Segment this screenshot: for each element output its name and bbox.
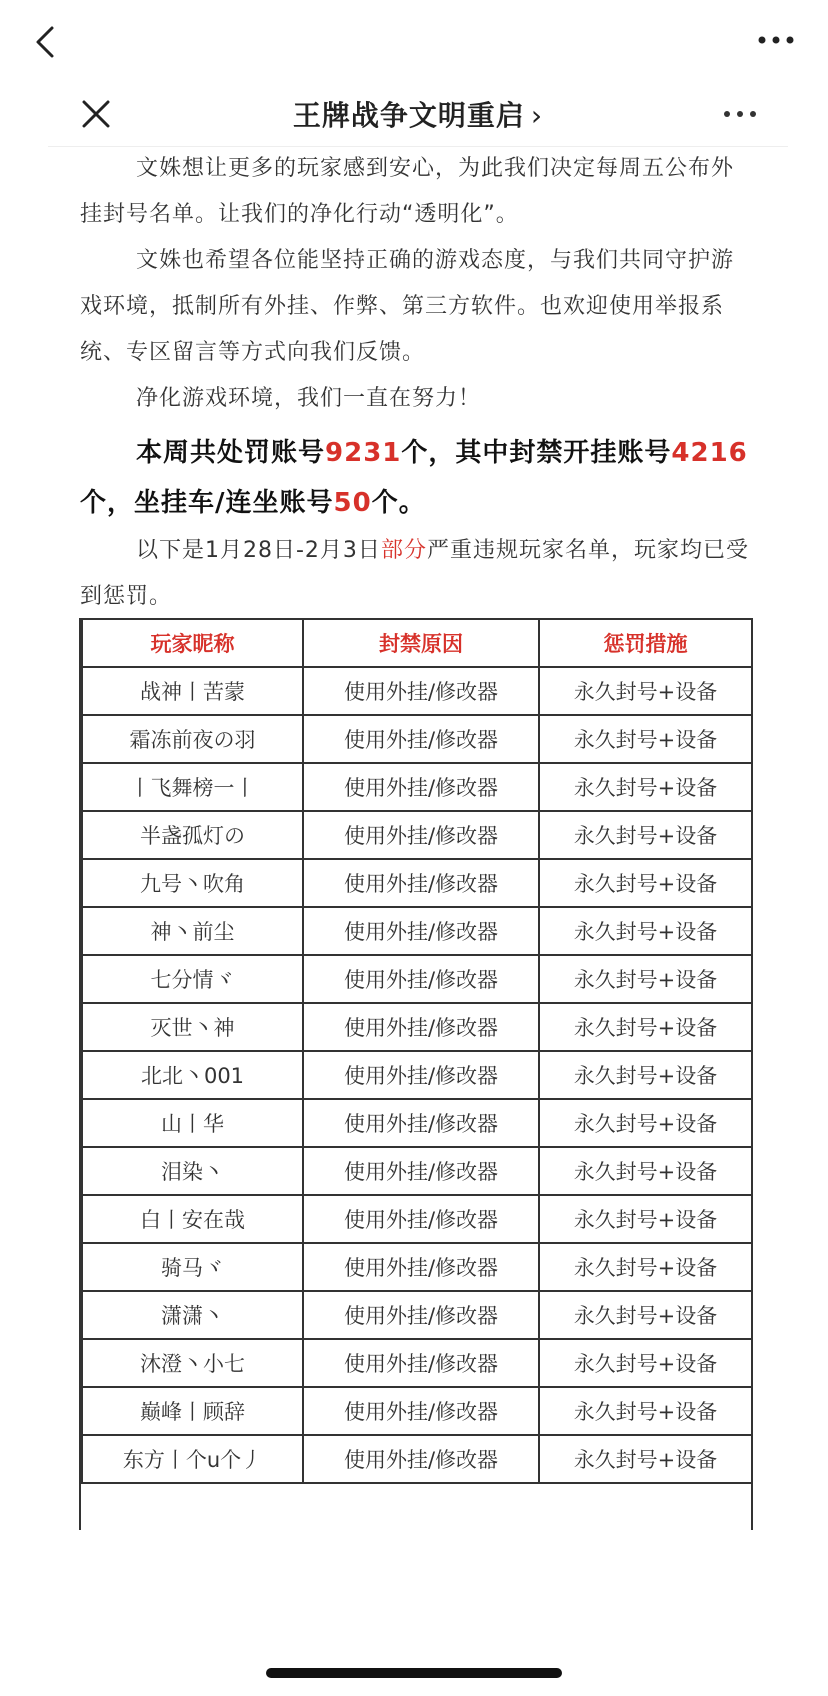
table-row bbox=[82, 1435, 752, 1483]
player-name: 山丨华 bbox=[82, 1099, 303, 1147]
player-name: 半盏孤灯の bbox=[82, 811, 303, 859]
player-name: 潇潇丶 bbox=[82, 1291, 303, 1339]
player-name: 北北丶001 bbox=[82, 1051, 303, 1099]
ban-reason: 使用外挂/修改器 bbox=[303, 715, 539, 763]
player-name: 九号丶吹角 bbox=[82, 859, 303, 907]
more-icon bbox=[754, 28, 798, 52]
penalty: 永久封号+设备 bbox=[539, 1147, 752, 1195]
table-row bbox=[82, 1195, 752, 1243]
back-button[interactable] bbox=[28, 22, 64, 62]
ban-reason: 使用外挂/修改器 bbox=[303, 1243, 539, 1291]
penalty: 永久封号+设备 bbox=[539, 667, 752, 715]
highlight-text: 部分 bbox=[380, 538, 427, 563]
player-name: 七分情ヾ bbox=[82, 955, 303, 1003]
player-name: 白丨安在哉 bbox=[82, 1195, 303, 1243]
penalty: 永久封号+设备 bbox=[539, 1243, 752, 1291]
ban-reason: 使用外挂/修改器 bbox=[303, 1291, 539, 1339]
ban-reason: 使用外挂/修改器 bbox=[303, 907, 539, 955]
penalty: 永久封号+设备 bbox=[539, 955, 752, 1003]
table-row bbox=[82, 763, 752, 811]
table-row bbox=[82, 1243, 752, 1291]
paragraph-effort: 净化游戏环境，我们一直在努力！ bbox=[136, 386, 482, 411]
summary-text: 个，其中封禁开挂账号 bbox=[401, 438, 672, 468]
ban-reason: 使用外挂/修改器 bbox=[303, 811, 539, 859]
ban-list-table bbox=[81, 618, 753, 1484]
table-row bbox=[82, 667, 752, 715]
ban-reason: 使用外挂/修改器 bbox=[303, 1195, 539, 1243]
penalty: 永久封号+设备 bbox=[539, 763, 752, 811]
ban-reason: 使用外挂/修改器 bbox=[303, 763, 539, 811]
ban-reason: 使用外挂/修改器 bbox=[303, 1387, 539, 1435]
player-name: 丨飞舞榜一丨 bbox=[82, 763, 303, 811]
player-name: 霜冻前夜の羽 bbox=[82, 715, 303, 763]
player-name: 骑马ヾ bbox=[82, 1243, 303, 1291]
ban-reason: 使用外挂/修改器 bbox=[303, 859, 539, 907]
table-row bbox=[82, 1291, 752, 1339]
header-player-name: 玩家昵称 bbox=[82, 619, 303, 667]
penalty: 永久封号+设备 bbox=[539, 1387, 752, 1435]
table-row bbox=[82, 1147, 752, 1195]
penalty: 永久封号+设备 bbox=[539, 1003, 752, 1051]
table-row bbox=[82, 907, 752, 955]
list-intro-text: 严重违规玩家名单，玩家均已受到惩罚。 bbox=[80, 538, 749, 609]
linked-count: 50 bbox=[333, 488, 372, 518]
home-indicator[interactable] bbox=[266, 1668, 562, 1678]
page-more-button[interactable] bbox=[720, 102, 760, 126]
article-body bbox=[80, 146, 750, 620]
ban-list-table-wrapper bbox=[79, 618, 753, 1530]
summary-paragraph bbox=[80, 428, 750, 528]
summary-text: 本周共处罚账号 bbox=[136, 438, 326, 468]
header-penalty: 惩罚措施 bbox=[539, 619, 752, 667]
banned-count: 4216 bbox=[671, 438, 748, 468]
ban-reason: 使用外挂/修改器 bbox=[303, 1099, 539, 1147]
summary-text: 个，坐挂车/连坐账号 bbox=[80, 488, 334, 518]
penalty: 永久封号+设备 bbox=[539, 1051, 752, 1099]
chevron-left-icon bbox=[28, 22, 64, 62]
ban-reason: 使用外挂/修改器 bbox=[303, 667, 539, 715]
table-row bbox=[82, 1387, 752, 1435]
ban-reason: 使用外挂/修改器 bbox=[303, 955, 539, 1003]
player-name: 沐澄丶小七 bbox=[82, 1339, 303, 1387]
penalty: 永久封号+设备 bbox=[539, 1291, 752, 1339]
penalty: 永久封号+设备 bbox=[539, 1195, 752, 1243]
player-name: 巅峰丨顾辞 bbox=[82, 1387, 303, 1435]
ban-reason: 使用外挂/修改器 bbox=[303, 1051, 539, 1099]
more-icon bbox=[720, 102, 760, 126]
table-row bbox=[82, 1003, 752, 1051]
table-row bbox=[82, 715, 752, 763]
header-ban-reason: 封禁原因 bbox=[303, 619, 539, 667]
penalty: 永久封号+设备 bbox=[539, 1435, 752, 1483]
total-count: 9231 bbox=[325, 438, 402, 468]
penalty: 永久封号+设备 bbox=[539, 811, 752, 859]
ban-reason: 使用外挂/修改器 bbox=[303, 1147, 539, 1195]
player-name: 战神丨苦蒙 bbox=[82, 667, 303, 715]
paragraph-intro: 文姝想让更多的玩家感到安心，为此我们决定每周五公布外挂封号名单。让我们的净化行动“透明化”。 bbox=[80, 156, 735, 227]
table-row bbox=[82, 1051, 752, 1099]
player-name: 泪染丶 bbox=[82, 1147, 303, 1195]
chevron-right-icon: › bbox=[530, 99, 544, 132]
table-row bbox=[82, 955, 752, 1003]
ban-reason: 使用外挂/修改器 bbox=[303, 1435, 539, 1483]
player-name: 神丶前尘 bbox=[82, 907, 303, 955]
ban-reason: 使用外挂/修改器 bbox=[303, 1003, 539, 1051]
page-header bbox=[48, 82, 788, 147]
penalty: 永久封号+设备 bbox=[539, 859, 752, 907]
page-title[interactable] bbox=[48, 94, 788, 134]
penalty: 永久封号+设备 bbox=[539, 907, 752, 955]
penalty: 永久封号+设备 bbox=[539, 1339, 752, 1387]
page-title-text: 王牌战争文明重启 bbox=[292, 99, 525, 132]
penalty: 永久封号+设备 bbox=[539, 1099, 752, 1147]
table-row bbox=[82, 859, 752, 907]
ban-reason: 使用外挂/修改器 bbox=[303, 1339, 539, 1387]
table-header-row bbox=[82, 619, 752, 667]
list-intro-text: 以下是1月28日-2月3日 bbox=[136, 538, 381, 563]
table-row bbox=[82, 1339, 752, 1387]
paragraph-list-intro bbox=[80, 528, 750, 620]
player-name: 灭世丶神 bbox=[82, 1003, 303, 1051]
summary-text: 个。 bbox=[371, 488, 426, 518]
penalty: 永久封号+设备 bbox=[539, 715, 752, 763]
paragraph-appeal: 文姝也希望各位能坚持正确的游戏态度，与我们共同守护游戏环境，抵制所有外挂、作弊、第三方软件。也欢迎使用举报系统、专区留言等方式向我们反馈。 bbox=[80, 248, 735, 365]
outer-more-button[interactable] bbox=[754, 28, 798, 52]
outer-nav-bar bbox=[0, 0, 828, 80]
table-row bbox=[82, 811, 752, 859]
player-name: 东方丨个u个丿 bbox=[82, 1435, 303, 1483]
table-row bbox=[82, 1099, 752, 1147]
